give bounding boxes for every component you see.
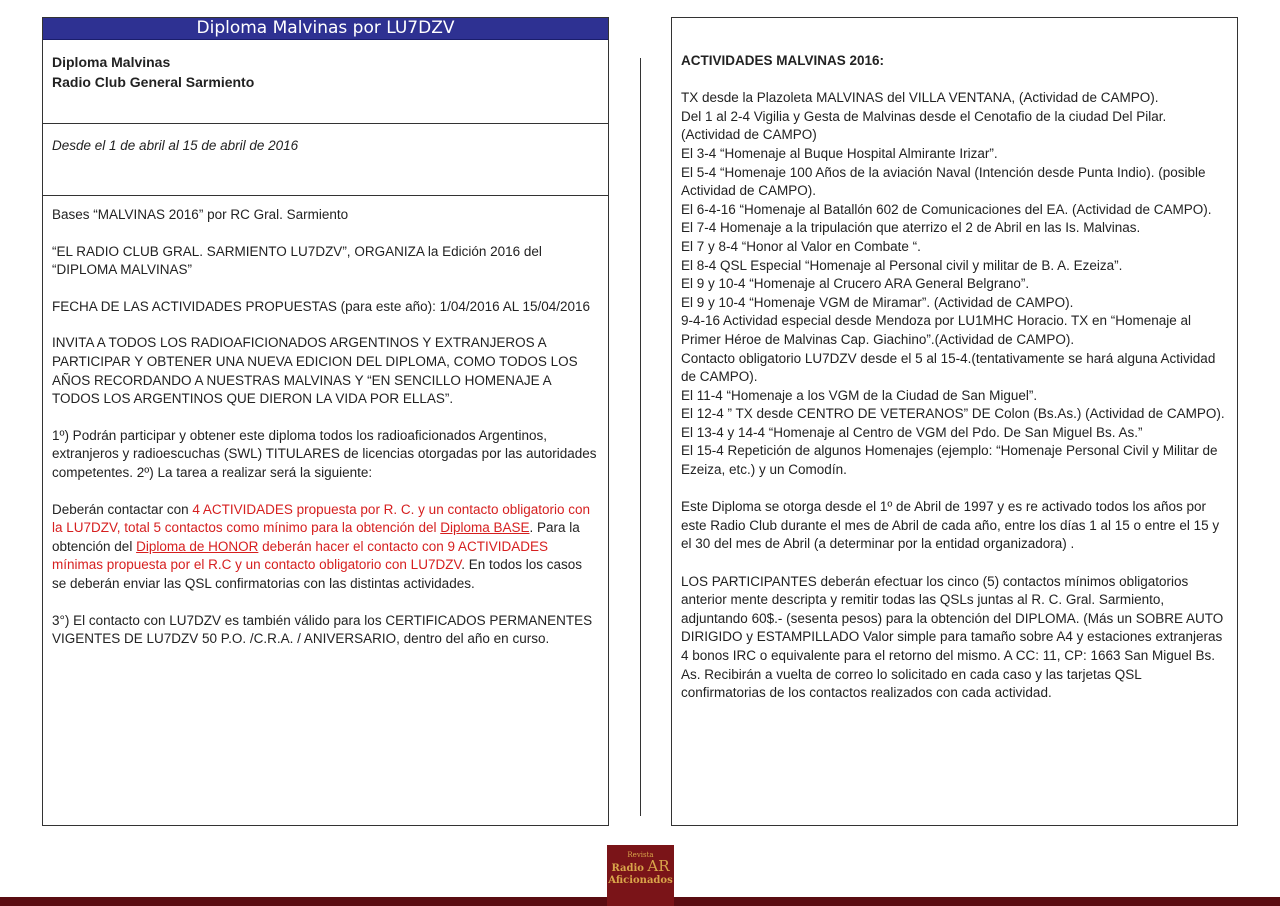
activity-item: El 7 y 8-4 “Honor al Valor en Combate “. [681, 238, 921, 254]
activity-item: El 7-4 Homenaje a la tripulación que aterrizo el 2 de Abril en las Is. Malvinas. [681, 220, 1141, 236]
task-base-requirement: 4 ACTIVIDADES propuesta por R. C. y un contacto obligatorio con la LU7DZV, total 5 contactos como mínimo para la obtención del [52, 501, 591, 536]
task-qsl-note: . En todos los casos se deberán enviar las QSL confirmatorias con las distintas actividades. [52, 557, 583, 591]
activity-item: El 9 y 10-4 “Homenaje al Crucero ARA General Belgrano”. [681, 276, 1030, 292]
activity-item: El 12-4 ” TX desde CENTRO DE VETERANOS” DE Colon (Bs.As.) (Actividad de CAMPO). [681, 406, 1225, 422]
magazine-logo [607, 845, 674, 906]
rules-task [52, 501, 599, 594]
date-range: Desde el 1 de abril al 15 de abril de 2016 [52, 138, 299, 153]
activity-item: Del 1 al 2-4 Vigilia y Gesta de Malvinas desde el Cenotafio de la ciudad Del Pilar. (Actividad de CAMPO) [681, 108, 1167, 143]
task-honor-intro: . Para la obtención del [52, 520, 580, 554]
activity-item: El 3-4 “Homenaje al Buque Hospital Almirante Irizar”. [681, 145, 998, 161]
activity-item: El 6-4-16 “Homenaje al Batallón 602 de Comunicaciones del EA. (Actividad de CAMPO). [681, 201, 1212, 217]
activities-heading: ACTIVIDADES MALVINAS 2016: [681, 53, 885, 68]
activity-item: El 11-4 “Homenaje a los VGM de la Ciudad de San Miguel”. [681, 387, 1038, 403]
logo-ar: AR [647, 857, 670, 875]
dates-section [43, 124, 608, 196]
task-honor-requirement: deberán hacer el contacto con 9 ACTIVIDADES mínimas propuesta por el R.C y un contacto obligatorio con LU7DZV [52, 538, 549, 573]
activity-item: El 9 y 10-4 “Homenaje VGM de Miramar”. (Actividad de CAMPO). [681, 294, 1074, 310]
logo-line-radio [607, 857, 674, 875]
logo-radio: Radio [611, 863, 644, 874]
activity-item: El 8-4 QSL Especial “Homenaje al Personal civil y militar de B. A. Ezeiza”. [681, 257, 1123, 273]
activities-content [672, 18, 1237, 703]
activity-item: El 5-4 “Homenaje 100 Años de la aviación Naval (Intención desde Punta Indio). (posible Actividad de CAMPO). [681, 164, 1206, 199]
activity-item: 9-4-16 Actividad especial desde Mendoza por LU1MHC Horacio. TX en “Homenaje al Primer Héroe de Malvinas Cap. Giachino”.(Actividad de CAMPO). [681, 313, 1192, 347]
org-header [43, 40, 608, 124]
logo-line-aficionados: Aficionados [608, 875, 673, 886]
activity-item: Contacto obligatorio LU7DZV desde el 5 al 15-4.(tentativamente se hará alguna Actividad de CAMPO). [681, 350, 1216, 385]
rules-body [43, 196, 608, 649]
panel-title: Diploma Malvinas por LU7DZV [43, 18, 608, 40]
activity-item: El 13-4 y 14-4 “Homenaje al Centro de VGM del Pdo. De San Miguel Bs. As.” [681, 424, 1143, 440]
rules-title: Bases “MALVINAS 2016” por RC Gral. Sarmiento [52, 207, 349, 222]
task-intro: Deberán contactar con [52, 501, 193, 517]
right-panel [671, 17, 1238, 826]
diploma-history: Este Diploma se otorga desde el 1º de Abril de 1997 y es re activado todos los años por este Radio Club durante el mes de Abril de cada año, entre los días 1 al 15 o entre el 15 y el 30 del mes de Abril (a determinar por la entidad organizadora) . [681, 499, 1220, 552]
diploma-name: Diploma Malvinas [52, 54, 171, 70]
diploma-honor-link[interactable]: Diploma de HONOR [136, 538, 259, 554]
activity-item: TX desde la Plazoleta MALVINAS del VILLA VENTANA, (Actividad de CAMPO). [681, 90, 1159, 106]
rules-organizer: “EL RADIO CLUB GRAL. SARMIENTO LU7DZV”, ORGANIZA la Edición 2016 del “DIPLOMA MALVINAS” [52, 243, 542, 278]
column-divider [640, 58, 641, 816]
rules-invitation: INVITA A TODOS LOS RADIOAFICIONADOS ARGENTINOS Y EXTRANJEROS A PARTICIPAR Y OBTENER UNA NUEVA EDICION DEL DIPLOMA, COMO TODOS LOS AÑOS RECORDANDO A NUESTRAS MALVINAS Y “EN SENCILLO HOMENAJE A TODOS LOS ARGENTINOS QUE DIERON LA VIDA POR ELLAS”. [52, 335, 578, 407]
logo-line-revista: Revista [627, 851, 654, 859]
activity-item: El 15-4 Repetición de algunos Homenajes (ejemplo: “Homenaje Personal Civil y Militar de Ezeiza, etc.) y un Comodín. [681, 443, 1218, 478]
rules-participation: 1º) Podrán participar y obtener este diploma todos los radioaficionados Argentinos, extranjeros y radioescuchas (SWL) TITULARES de licencias otorgadas por las autoridades competentes. 2º) La tarea a realizar será la siguiente: [52, 427, 597, 480]
diploma-base-link[interactable]: Diploma BASE [440, 520, 530, 536]
participant-instructions: LOS PARTICIPANTES deberán efectuar los cinco (5) contactos mínimos obligatorios anterior mente descripta y remitir todas las QSLs juntas al R. C. Gral. Sarmiento, adjuntando 60$.- (sesenta pesos) para la obtención del DIPLOMA. (Más un SOBRE AUTO DIRIGIDO y ESTAMPILLADO Valor simple para tamaño sobre A4 y estaciones extranjeras 4 bonos IRC o equivalente para el retorno del mismo. A CC: 11, CP: 1663 San Miguel Bs. As. Recibirán a vuelta de correo lo solicitado en cada caso y las tarjetas QSL confirmatorias de los contactos realizados con cada actividad. [681, 573, 1224, 701]
left-panel [42, 17, 609, 826]
rules-dates: FECHA DE LAS ACTIVIDADES PROPUESTAS (para este año): 1/04/2016 AL 15/04/2016 [52, 298, 591, 314]
activities-list [681, 89, 1228, 479]
club-name: Radio Club General Sarmiento [52, 74, 255, 90]
rules-certificates: 3°) El contacto con LU7DZV es también válido para los CERTIFICADOS PERMANENTES VIGENTES DE LU7DZV 50 P.O. /C.R.A. / ANIVERSARIO, dentro del año en curso. [52, 612, 593, 647]
